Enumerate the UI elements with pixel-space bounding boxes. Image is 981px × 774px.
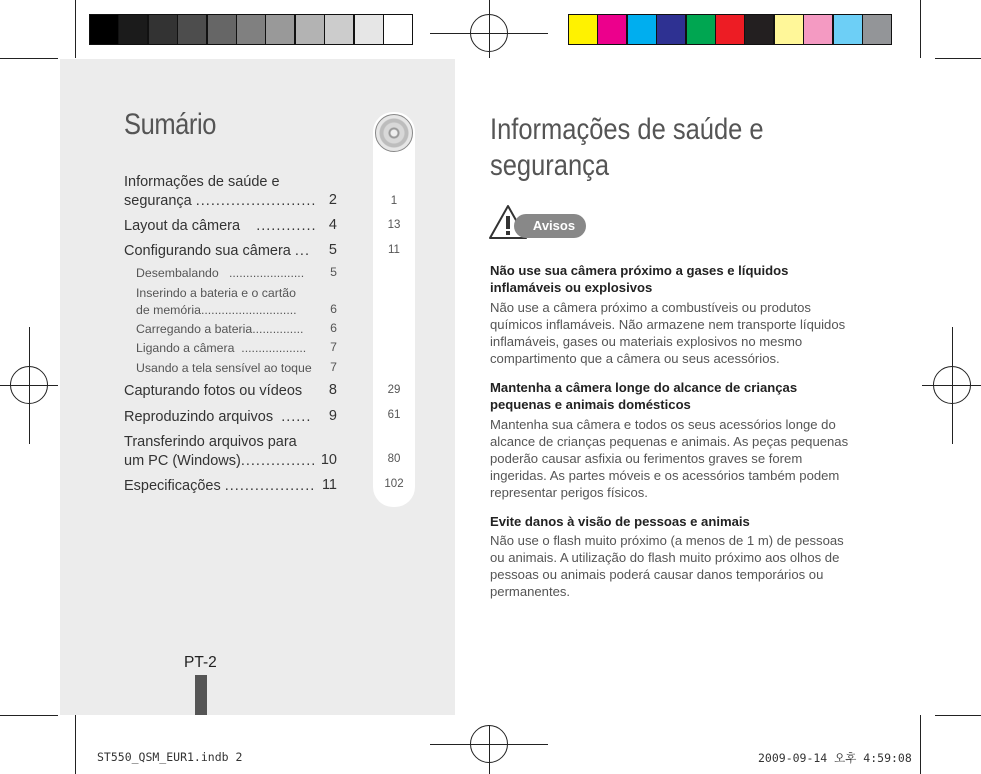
color-swatch — [354, 14, 384, 45]
toc-subentry-touchscreen[interactable]: Usando a tela sensível ao toque — [136, 361, 312, 375]
section-body: Mantenha sua câmera e todos os seus acessórios longe do alcance de crianças pequenas e animais. As peças pequenas poderão causar asfixia ou ferimentos graves se forem ingeridas. As partes móveis e os acessórios também podem representar perigos físicos. — [490, 417, 849, 500]
chapter-tab-number: 80 — [387, 453, 401, 465]
toc-page-number: 8 — [328, 382, 337, 398]
toc-page-number: 11 — [321, 477, 337, 493]
color-swatch — [265, 14, 295, 45]
chapter-tab-number: 102 — [384, 478, 404, 490]
section-heading: Não use sua câmera próximo a gases e líquidos inflamáveis ou explosivos — [490, 263, 789, 295]
toc-subentry-charging[interactable]: Carregando a bateria............... — [136, 322, 304, 336]
toc-page-number: 5 — [328, 242, 337, 258]
toc-entry-configuring[interactable]: Configurando sua câmera ... — [124, 243, 310, 259]
chapter-tab-number: 13 — [387, 219, 401, 231]
color-swatch — [803, 14, 833, 45]
color-swatch — [236, 14, 266, 45]
color-swatch — [177, 14, 207, 45]
toc-page-number: 5 — [330, 265, 337, 279]
warning-badge: Avisos — [514, 214, 586, 238]
color-swatch — [833, 14, 863, 45]
color-swatch — [295, 14, 325, 45]
color-swatch — [207, 14, 237, 45]
toc-subentry-power-on[interactable]: Ligando a câmera ................... — [136, 341, 307, 355]
toc-page-number: 7 — [330, 340, 337, 354]
color-swatch — [148, 14, 178, 45]
toc-page-number: 6 — [330, 302, 337, 316]
page-title: Informações de saúde e segurança — [490, 113, 764, 182]
toc-entry-layout[interactable]: Layout da câmera ............ — [124, 218, 317, 234]
toc-entry-playback[interactable]: Reproduzindo arquivos ...... — [124, 409, 312, 425]
color-swatch — [383, 14, 413, 45]
toc-subentry-battery-card[interactable]: Inserindo a bateria e o cartão de memória............................ — [136, 286, 297, 317]
chapter-tab-number: 61 — [387, 409, 401, 421]
color-swatch — [627, 14, 657, 45]
color-swatch — [744, 14, 774, 45]
toc-page-number: 6 — [330, 321, 337, 335]
toc-entry-specs[interactable]: Especificações .................. — [124, 478, 316, 494]
color-swatch — [774, 14, 804, 45]
section-heading: Mantenha a câmera longe do alcance de crianças pequenas e animais domésticos — [490, 380, 798, 412]
toc-page-number: 9 — [328, 408, 337, 424]
toc-entry-health[interactable]: Informações de saúde e segurança ........................ — [124, 174, 317, 209]
toc-page-number: 7 — [330, 360, 337, 374]
section-heading: Evite danos à visão de pessoas e animais — [490, 514, 750, 529]
color-swatch — [324, 14, 354, 45]
toc-page-number: 10 — [320, 452, 337, 468]
color-swatch — [686, 14, 716, 45]
chapter-tab-number: 29 — [387, 384, 401, 396]
toc-subentry-unpacking[interactable]: Desembalando ...................... — [136, 266, 305, 280]
color-swatch — [715, 14, 745, 45]
toc-page-number: 2 — [328, 192, 337, 208]
disc-icon — [375, 114, 413, 152]
toc-entry-transfer[interactable]: Transferindo arquivos para um PC (Windows)............... — [124, 434, 317, 469]
footer-file-name: ST550_QSM_EUR1.indb 2 — [97, 750, 243, 764]
color-swatch — [568, 14, 598, 45]
section-body: Não use o flash muito próximo (a menos de 1 m) de pessoas ou animais. A utilização do flash muito próximo aos olhos de pessoas ou animais poderá causar danos temporários ou permanentes. — [490, 533, 844, 599]
color-swatch — [862, 14, 892, 45]
toc-entry-capturing[interactable]: Capturando fotos ou vídeos — [124, 383, 303, 399]
color-swatch — [118, 14, 148, 45]
toc-title: Sumário — [124, 108, 216, 141]
footer-timestamp: 2009-09-14 오후 4:59:08 — [758, 751, 912, 765]
page-marker-bar — [195, 675, 207, 715]
page-number-label: PT-2 — [184, 654, 217, 671]
chapter-tab-number: 11 — [388, 244, 400, 256]
color-swatch — [89, 14, 119, 45]
chapter-tab-strip — [373, 112, 415, 507]
color-swatch — [656, 14, 686, 45]
toc-page-number: 4 — [328, 217, 337, 233]
color-swatch — [597, 14, 627, 45]
chapter-tab-number: 1 — [390, 195, 398, 207]
section-body: Não use a câmera próximo a combustíveis ou produtos químicos inflamáveis. Não armazene nem transporte líquidos inflamáveis, gases ou materiais explosivos no mesmo compartimento que a câmera ou seus acessórios. — [490, 300, 846, 366]
